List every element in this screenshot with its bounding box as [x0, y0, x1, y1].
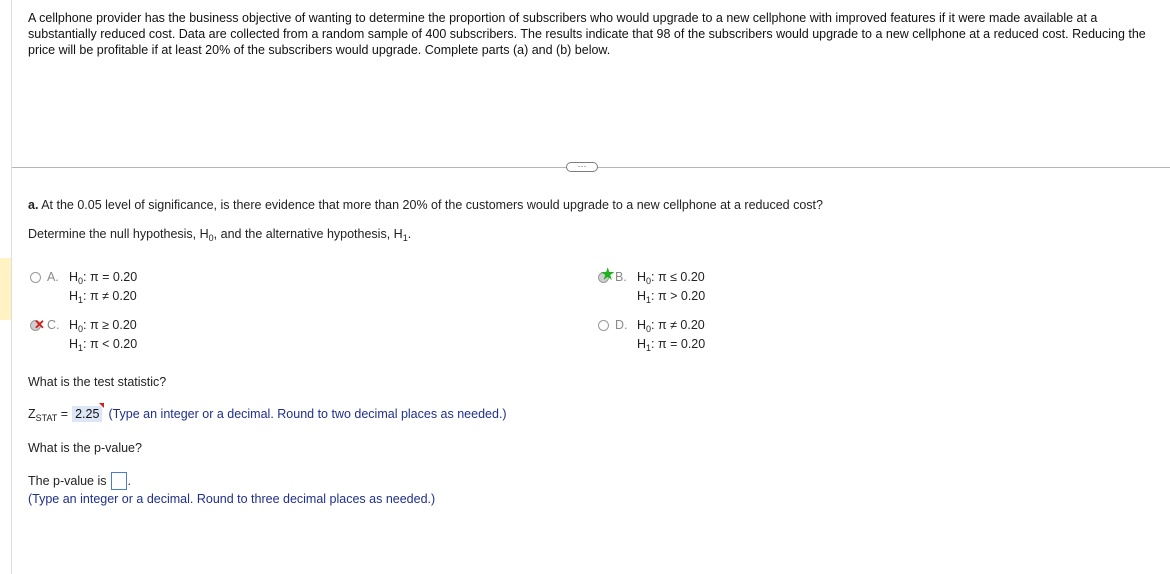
part-a-question [28, 198, 823, 212]
option-b[interactable] [598, 266, 706, 306]
option-c[interactable] [30, 318, 137, 354]
option-b-h1: $H_1$: π > 0.20 [637, 289, 706, 305]
option-a-h0: $H_0$: π = 0.20 [69, 270, 138, 286]
pvalue-label: The p-value is [28, 474, 107, 488]
part-a-label: a. [28, 198, 39, 212]
pvalue-input[interactable] [111, 472, 127, 490]
hypothesis-prompt-end: . [407, 227, 412, 241]
option-d[interactable] [598, 318, 705, 354]
option-a-hypotheses [69, 268, 137, 306]
radio-d[interactable] [598, 320, 609, 331]
hypothesis-prompt-text-2: , and the alternative hypothesis, H [213, 227, 403, 241]
test-statistic-question: What is the test statistic? [28, 375, 167, 389]
part-a-question-text: At the 0.05 level of significance, is there evidence that more than 20% of the customers would upgrade to a new cellphone at a reduced cost? [38, 198, 823, 212]
more-dots-icon: ··· [577, 160, 587, 171]
subscript-0: 0 [208, 233, 214, 243]
option-d-h1: $H_1$: π = 0.20 [637, 337, 706, 353]
radio-a[interactable] [30, 272, 41, 283]
option-b-h0: $H_0$: π ≤ 0.20 [637, 270, 705, 286]
option-b-hypotheses [637, 268, 705, 306]
zstat-hint: (Type an integer or a decimal. Round to two decimal places as needed.) [108, 407, 507, 421]
pvalue-hint: (Type an integer or a decimal. Round to three decimal places as needed.) [28, 492, 436, 506]
incorrect-corner-icon [99, 403, 104, 408]
pvalue-line [28, 472, 131, 490]
problem-statement: A cellphone provider has the business objective of wanting to determine the proportion of subscribers who would upgrade to a new cellphone with improved features if it were made available at a substantially reduced cost. Data are collected from a random sample of 400 subscribers. The results indicate that 98 of the subscribers would upgrade to a new cellphone at a reduced cost. Reducing the price will be profitable if at least 20% of the subscribers would upgrade. Complete parts (a) and (b) below. [28, 11, 1146, 57]
option-a-h1: $H_1$: π ≠ 0.20 [69, 289, 137, 305]
option-d-letter: D. [615, 318, 628, 332]
option-a-letter: A. [47, 270, 59, 284]
subscript-1: 1 [402, 233, 408, 243]
expand-button[interactable] [566, 162, 598, 172]
hypothesis-prompt-text: Determine the null hypothesis, H [28, 227, 209, 241]
zstat-line [28, 406, 507, 422]
radio-c[interactable] [30, 317, 45, 332]
correct-star-icon: ★ [601, 266, 615, 283]
hypothesis-prompt [28, 227, 411, 241]
zstat-answer-field[interactable]: 2.25 [72, 406, 102, 422]
radio-b[interactable] [598, 266, 615, 283]
option-d-h0: $H_0$: π ≠ 0.20 [637, 318, 705, 334]
option-a[interactable] [30, 270, 137, 306]
option-b-letter: B. [615, 270, 627, 284]
option-d-hypotheses [637, 316, 705, 354]
left-border [11, 0, 12, 574]
zstat-label: $Z_{STAT}$ = [28, 407, 69, 423]
option-c-h0: $H_0$: π ≥ 0.20 [69, 318, 137, 334]
option-c-hypotheses [69, 316, 137, 354]
option-c-letter: C. [47, 318, 60, 332]
incorrect-x-icon: ✕ [34, 317, 45, 332]
active-question-marker [0, 258, 11, 320]
pvalue-period: . [127, 474, 131, 488]
pvalue-question: What is the p-value? [28, 441, 142, 455]
option-c-h1: $H_1$: π < 0.20 [69, 337, 138, 353]
